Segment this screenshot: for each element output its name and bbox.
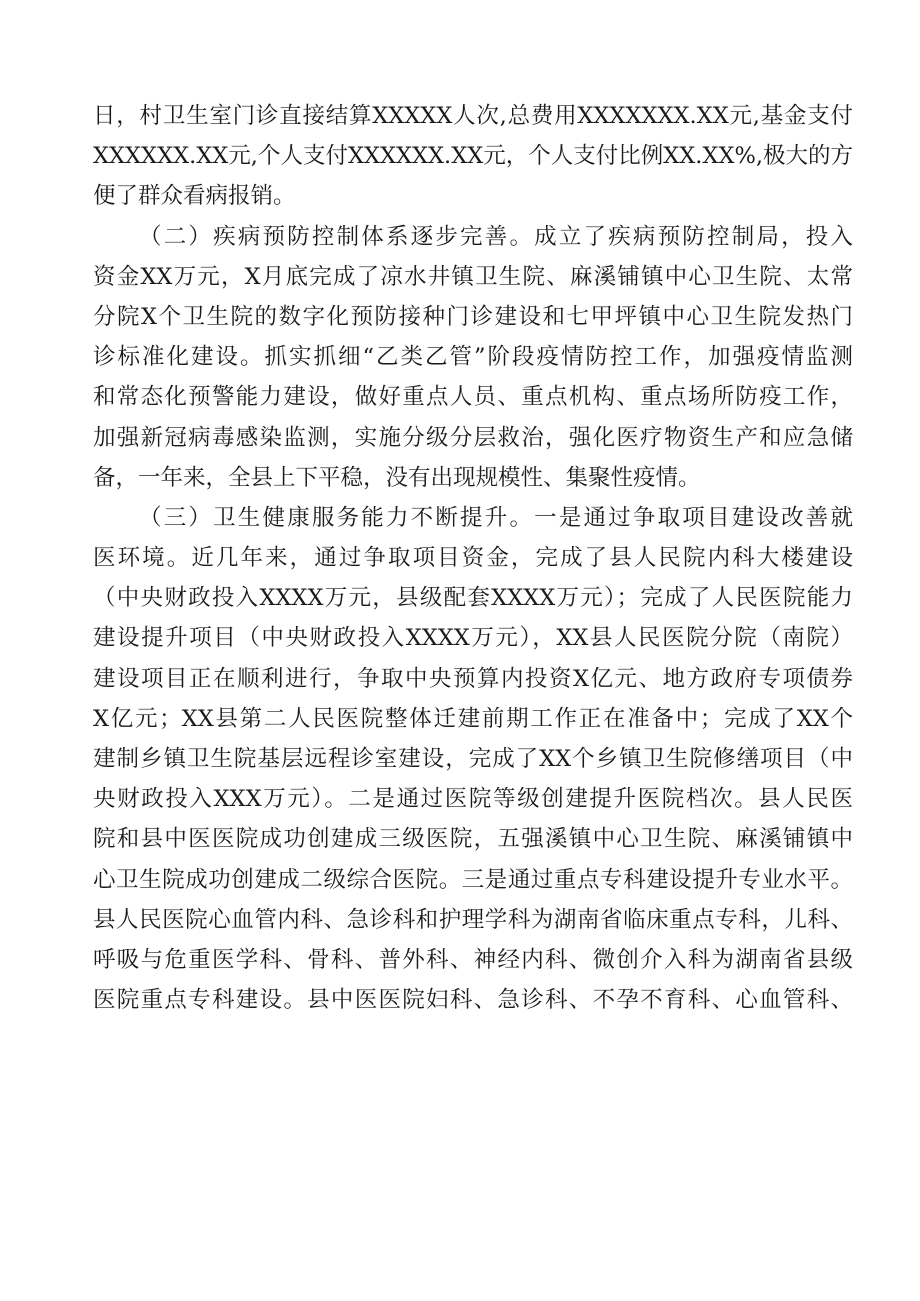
text-line: 院和县中医医院成功创建成三级医院，五强溪镇中心卫生院、麻溪铺镇中 [93,826,853,853]
text-line: 日，村卫生室门诊直接结算XXXXX人次,总费用XXXXXXX.XX元,基金支付 [93,103,853,129]
text-line: 央财政投入XXX万元）。二是通过医院等级创建提升医院档次。县人民医 [93,786,853,813]
text-line: 分院X个卫生院的数字化预防接种门诊建设和七甲坪镇中心卫生院发热门 [93,303,853,330]
text-line: 资金XX万元，X月底完成了凉水井镇卫生院、麻溪铺镇中心卫生院、太常 [93,263,853,290]
text-line: 加强新冠病毒感染监测，实施分级分层救治，强化医疗物资生产和应急储 [93,424,853,451]
text-line: 县人民医院心血管内科、急诊科和护理学科为湖南省临床重点专科，儿科、 [93,906,853,933]
text-line: X亿元；XX县第二人民医院整体迁建前期工作正在准备中；完成了XX个 [93,705,853,732]
text-line: 医环境。近几年来，通过争取项目资金，完成了县人民院内科大楼建设 [93,545,853,572]
text-line: 便了群众看病报销。 [93,183,296,210]
text-line: 建制乡镇卫生院基层远程诊室建设，完成了XX个乡镇卫生院修缮项目（中 [93,746,853,772]
body-text [93,96,853,1020]
text-line: XXXXXX.XX元,个人支付XXXXXX.XX元，个人支付比例XX.XX%,极大的方 [93,143,853,170]
text-line: 诊标准化建设。抓实抓细“乙类乙管”阶段疫情防控工作，加强疫情监测 [93,344,853,371]
text-line: 和常态化预警能力建设，做好重点人员、重点机构、重点场所防疫工作， [93,384,853,411]
text-line: 备，一年来，全县上下平稳，没有出现规模性、集聚性疫情。 [93,464,701,491]
text-line: 建设提升项目（中央财政投入XXXX万元），XX县人民医院分院（南院） [93,625,853,652]
text-line: 建设项目正在顺利进行，争取中央预算内投资X亿元、地方政府专项债券 [93,665,853,692]
text-line: 呼吸与危重医学科、骨科、普外科、神经内科、微创介入科为湖南省县级 [93,946,853,973]
section-heading-line: （三）卫生健康服务能力不断提升。一是通过争取项目建设改善就 [139,504,853,531]
section-heading-line: （二）疾病预防控制体系逐步完善。成立了疾病预防控制局，投入 [139,223,853,250]
text-line: 心卫生院成功创建成二级综合医院。三是通过重点专科建设提升专业水平。 [93,866,853,893]
text-line: （中央财政投入XXXX万元，县级配套XXXX万元）；完成了人民医院能力 [93,585,853,612]
text-line: 医院重点专科建设。县中医医院妇科、急诊科、不孕不育科、心血管科、 [93,987,853,1014]
